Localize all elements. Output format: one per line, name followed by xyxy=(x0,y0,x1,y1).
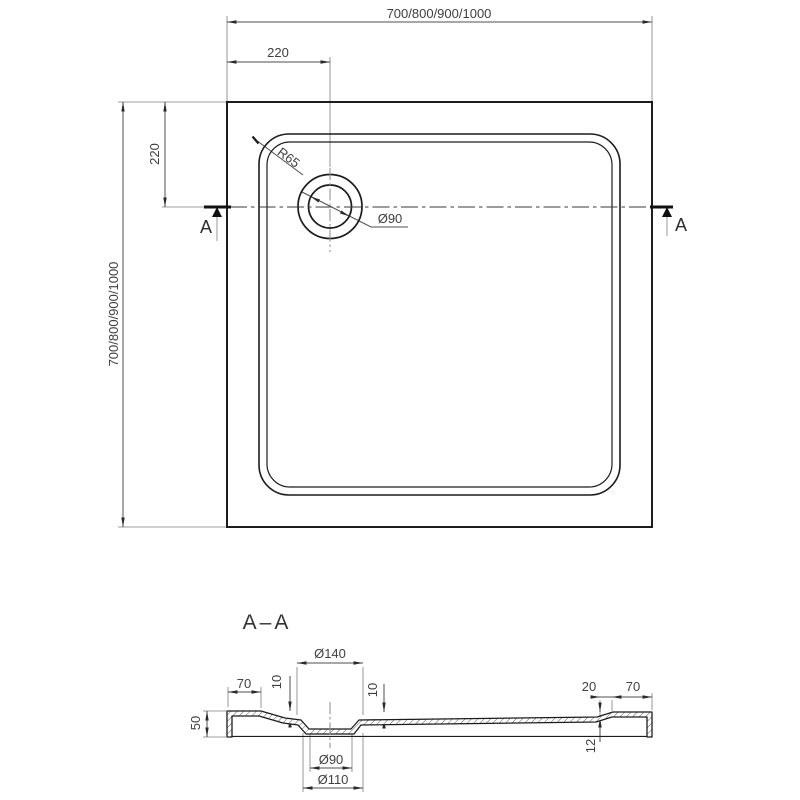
section-view xyxy=(188,611,652,792)
radius-leader-tick xyxy=(253,137,259,144)
drain-diameter-callout: Ø90 xyxy=(377,211,403,226)
dimension-lines xyxy=(123,22,652,527)
dim-step-width-right: 20 xyxy=(581,679,597,694)
tray-section-profile xyxy=(227,711,652,737)
section-marker-right-label: A xyxy=(674,215,688,235)
dim-rim-width-left: 70 xyxy=(236,676,252,691)
dim-rim-drop-left: 10 xyxy=(269,674,284,690)
radius-callout: R65 xyxy=(274,144,303,171)
dim-floor-drop-right: 10 xyxy=(365,682,380,698)
dim-floor-depth-right: 12 xyxy=(583,738,598,754)
dimension-arrows xyxy=(121,20,652,527)
section-cut-line xyxy=(204,207,673,241)
extension-lines xyxy=(118,16,652,527)
section-marker-left-label: A xyxy=(199,217,213,237)
tray-rim-inner-edge xyxy=(259,134,620,495)
tray-floor-edge xyxy=(267,142,612,487)
dim-drain-hole-diameter: Ø90 xyxy=(318,752,344,767)
section-title: A–A xyxy=(242,611,292,634)
top-view xyxy=(106,6,687,527)
dim-top-width: 700/800/900/1000 xyxy=(386,6,492,21)
dim-drain-offset-x: 220 xyxy=(267,45,289,60)
dim-recess-bottom-diameter: Ø110 xyxy=(317,772,349,787)
dim-left-height: 700/800/900/1000 xyxy=(106,261,121,367)
dim-total-height: 50 xyxy=(188,715,203,731)
dim-rim-width-right: 70 xyxy=(625,679,641,694)
dim-recess-top-diameter: Ø140 xyxy=(314,646,346,661)
dim-drain-offset-y: 220 xyxy=(147,143,162,165)
